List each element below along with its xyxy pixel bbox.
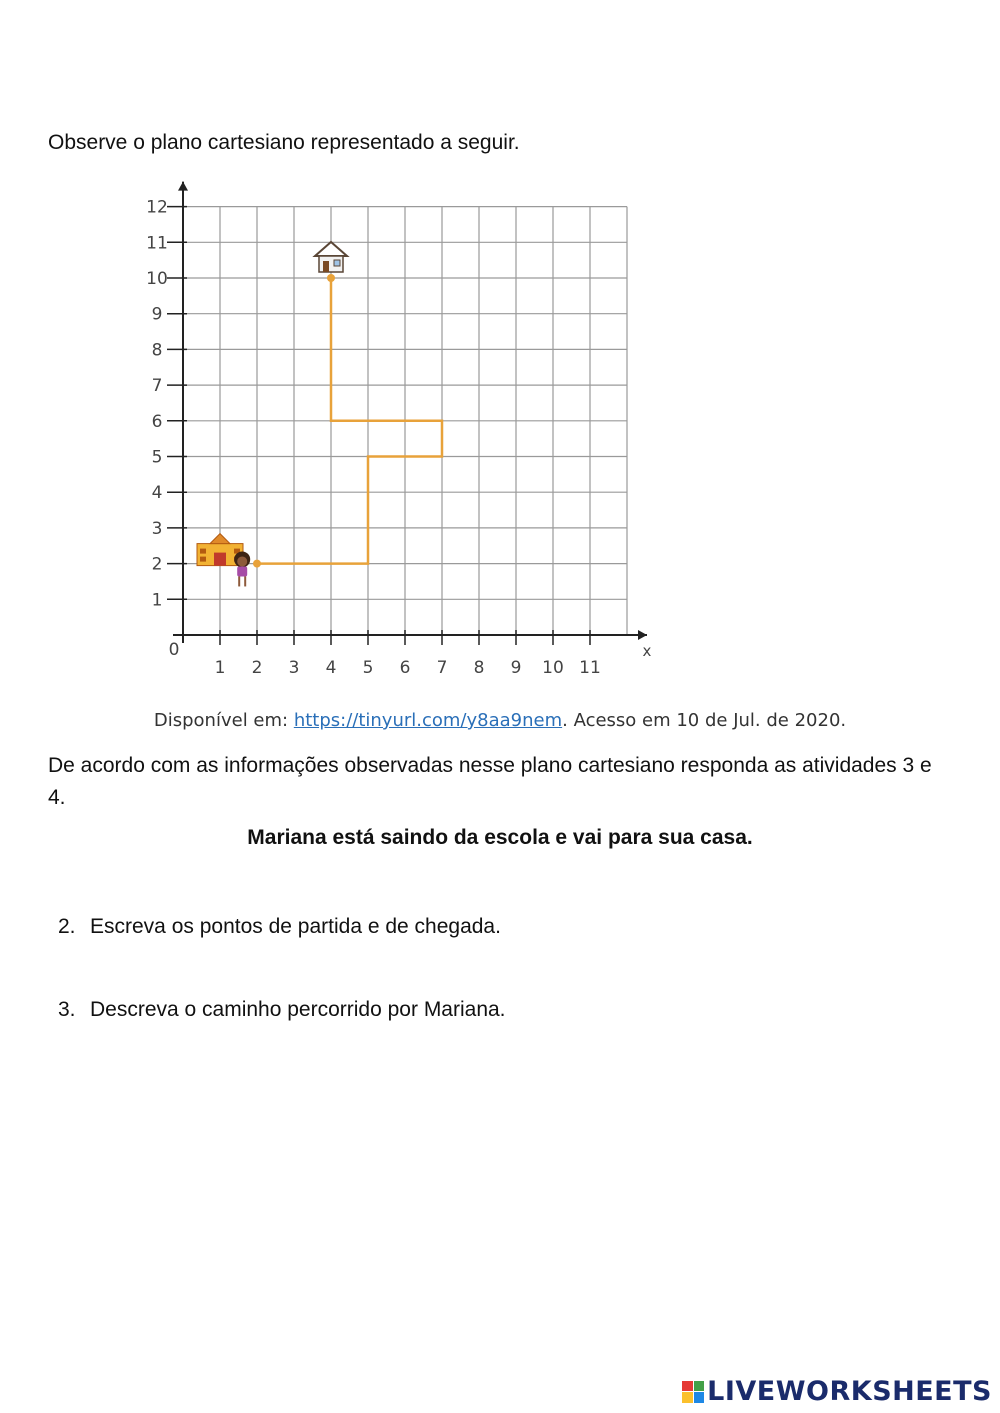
- x-tick-label: 2: [251, 658, 263, 678]
- route-end-dot: [327, 274, 335, 282]
- y-tick-label: 1: [151, 590, 163, 611]
- x-tick-label: 11: [579, 658, 601, 678]
- x-tick-label: 10: [542, 658, 564, 678]
- x-tick-label: 1: [214, 658, 226, 678]
- route-start-dot: [253, 560, 261, 568]
- girl-icon: [234, 551, 250, 586]
- y-tick-label: 12: [146, 197, 168, 218]
- x-tick-label: 6: [399, 658, 411, 678]
- y-tick-label: 6: [151, 411, 163, 432]
- instruction-text: De acordo com as informações observadas nesse plano cartesiano responda as atividades 3 e 4.: [48, 754, 932, 809]
- source-link[interactable]: https://tinyurl.com/y8aa9nem: [293, 710, 563, 731]
- caption-prefix: Disponível em:: [153, 710, 294, 731]
- question-text: Descreva o caminho percorrido por Mariana.: [90, 998, 506, 1021]
- question-3: [58, 998, 506, 1022]
- house-icon: [315, 242, 347, 272]
- brand-mark-icon: [682, 1381, 704, 1403]
- y-tick-label: 3: [151, 518, 163, 539]
- x-tick-label: 8: [473, 658, 485, 678]
- caption-suffix: . Acesso em 10 de Jul. de 2020.: [562, 710, 847, 731]
- prompt-heading: Mariana está saindo da escola e vai para sua casa.: [247, 826, 753, 849]
- x-tick-label: 9: [510, 658, 522, 678]
- y-tick-label: 10: [146, 269, 168, 289]
- x-tick-label: 3: [288, 658, 300, 678]
- y-tick-label: 2: [151, 554, 163, 575]
- question-2: [58, 915, 501, 939]
- y-tick-label: 5: [151, 447, 163, 468]
- cartesian-plane: [0, 0, 1000, 700]
- y-tick-label: 11: [146, 233, 168, 254]
- question-text: Escreva os pontos de partida e de chegada.: [90, 915, 501, 938]
- question-number: 3.: [58, 998, 76, 1021]
- y-tick-label: 9: [151, 304, 163, 325]
- x-axis-label: x: [642, 642, 652, 660]
- intro-text: Observe o plano cartesiano representado a seguir.: [48, 131, 520, 154]
- x-tick-label: 4: [325, 658, 337, 678]
- y-tick-label: 8: [151, 340, 163, 361]
- x-tick-label: 5: [362, 658, 374, 678]
- origin-label: 0: [168, 640, 180, 660]
- source-caption: [0, 710, 1000, 731]
- x-tick-label: 7: [436, 658, 448, 678]
- y-tick-label: 4: [151, 483, 163, 504]
- y-axis-arrow: [178, 182, 188, 191]
- liveworksheets-logo: [682, 1376, 992, 1407]
- tick-labels: [146, 198, 651, 678]
- question-number: 2.: [58, 915, 76, 938]
- x-axis-arrow: [638, 630, 647, 640]
- brand-text: LIVEWORKSHEETS: [707, 1376, 992, 1407]
- y-tick-label: 7: [151, 376, 163, 397]
